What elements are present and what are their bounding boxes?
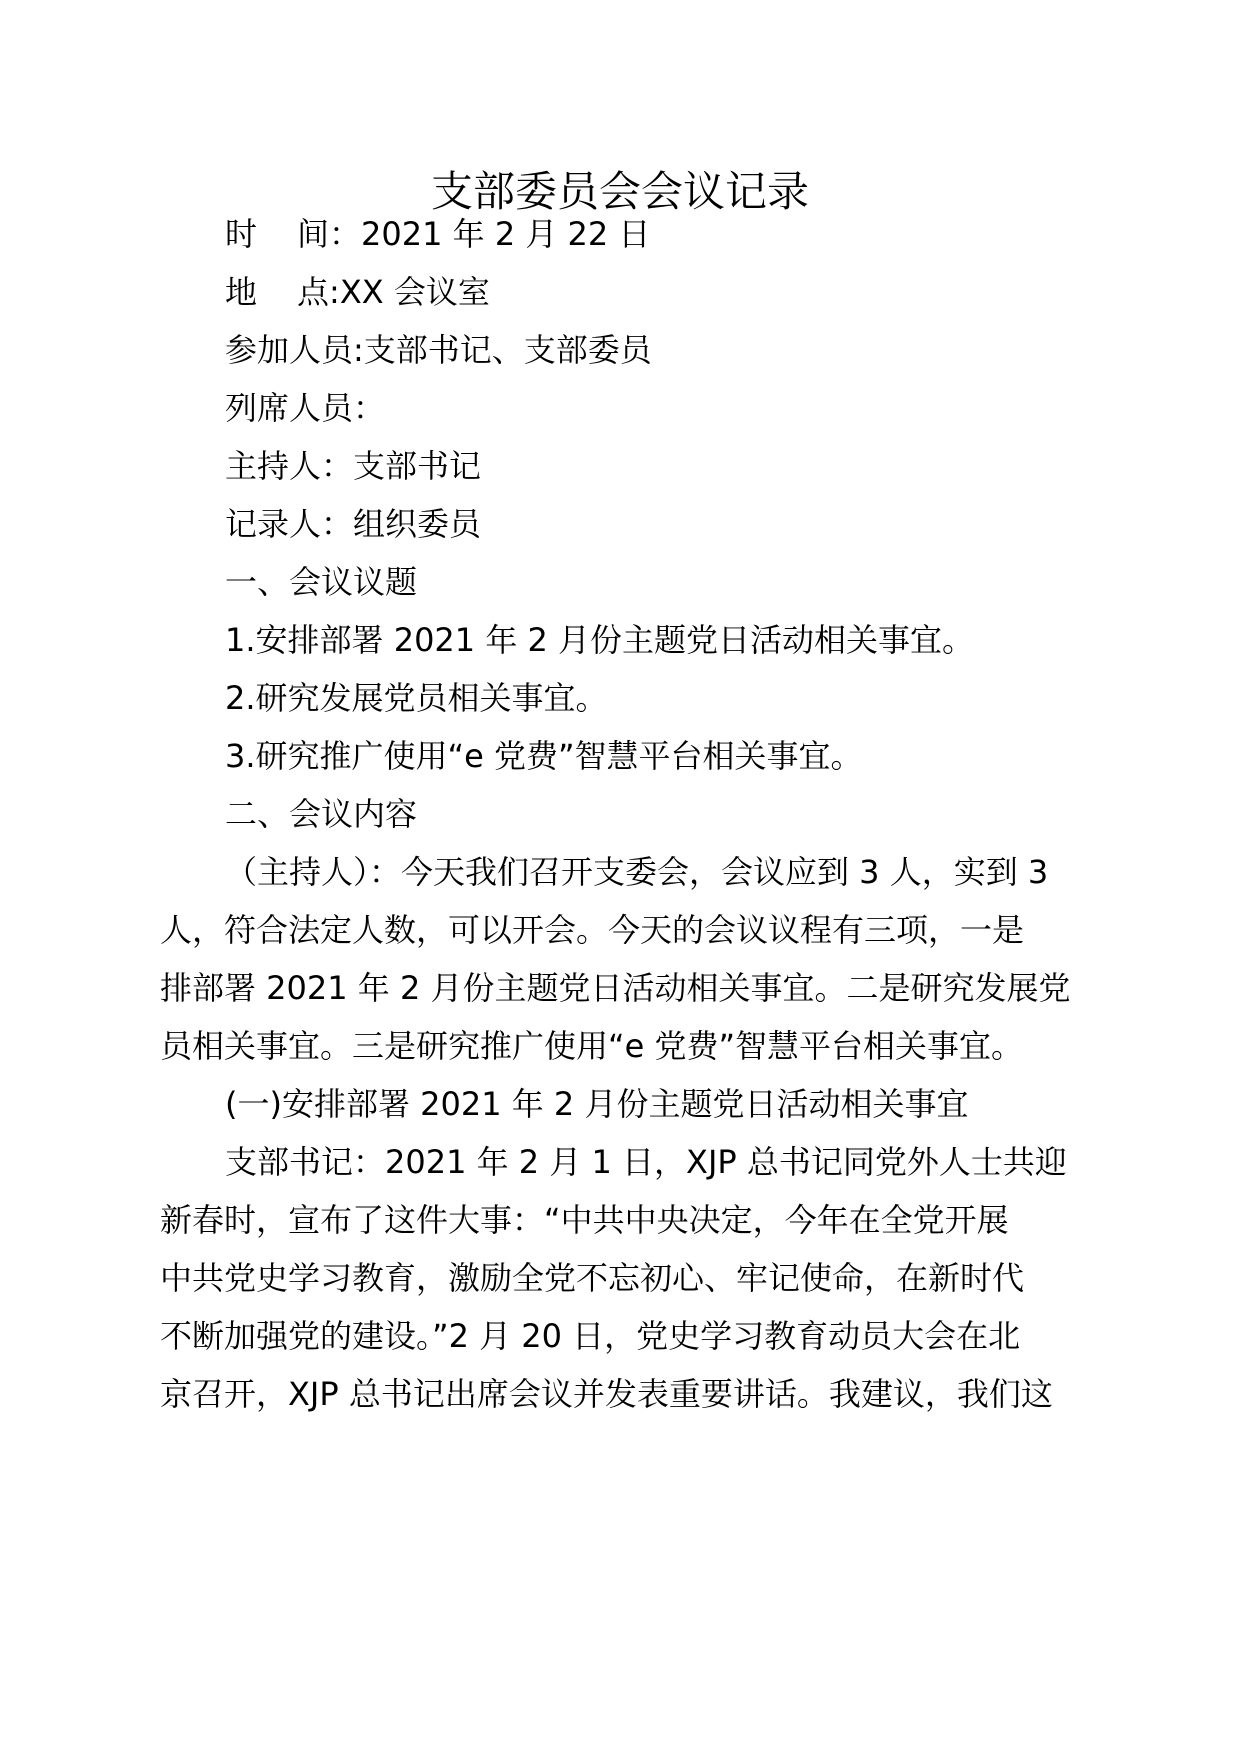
topic-item: 1.安排部署 2021 年 2 月份主题党日活动相关事宜。 [225, 621, 975, 659]
secretary-paragraph-line: 京召开，XJP 总书记出席会议并发表重要讲话。我建议，我们这 [160, 1375, 1053, 1413]
place-label-first-char: 地 [225, 273, 258, 311]
section-heading-topics: 一、会议议题 [225, 563, 418, 601]
time-label-second-char: 间： [297, 215, 362, 253]
intro-paragraph-line: 员相关事宜。三是研究推广使用“e 党费”智慧平台相关事宜。 [160, 1027, 1024, 1065]
recorder-line: 记录人：组织委员 [225, 505, 482, 543]
place-line [225, 268, 490, 316]
intro-paragraph-line: 排部署 2021 年 2 月份主题党日活动相关事宜。二是研究发展党 [160, 969, 1071, 1007]
subsection-heading: (一)安排部署 2021 年 2 月份主题党日活动相关事宜 [225, 1085, 969, 1123]
place-label-second-char: 点: [297, 273, 340, 311]
time-line [225, 210, 650, 258]
topic-item: 2.研究发展党员相关事宜。 [225, 679, 608, 717]
time-label-first-char: 时 [225, 215, 258, 253]
place-value: XX 会议室 [339, 273, 490, 311]
section-heading-content: 二、会议内容 [225, 795, 418, 833]
topic-item: 3.研究推广使用“e 党费”智慧平台相关事宜。 [225, 737, 863, 775]
time-value: 2021 年 2 月 22 日 [361, 215, 651, 253]
document-title: 支部委员会会议记录 [430, 167, 809, 216]
observers-line: 列席人员： [225, 389, 386, 427]
intro-paragraph-line: （主持人）：今天我们召开支委会，会议应到 3 人，实到 3 [225, 853, 1049, 891]
intro-paragraph-line: 人，符合法定人数，可以开会。今天的会议议程有三项，一是 [160, 911, 1025, 949]
secretary-paragraph-line: 支部书记：2021 年 2 月 1 日，XJP 总书记同党外人士共迎 [225, 1143, 1067, 1181]
secretary-paragraph-line: 中共党史学习教育，激励全党不忘初心、牢记使命，在新时代 [160, 1259, 1025, 1297]
secretary-paragraph-line: 不断加强党的建设。”2 月 20 日，党史学习教育动员大会在北 [160, 1317, 1021, 1355]
host-line: 主持人：支部书记 [225, 447, 482, 485]
attendees-line: 参加人员:支部书记、支部委员 [225, 331, 652, 369]
secretary-paragraph-line: 新春时，宣布了这件大事：“中共中央决定，今年在全党开展 [160, 1201, 1009, 1239]
